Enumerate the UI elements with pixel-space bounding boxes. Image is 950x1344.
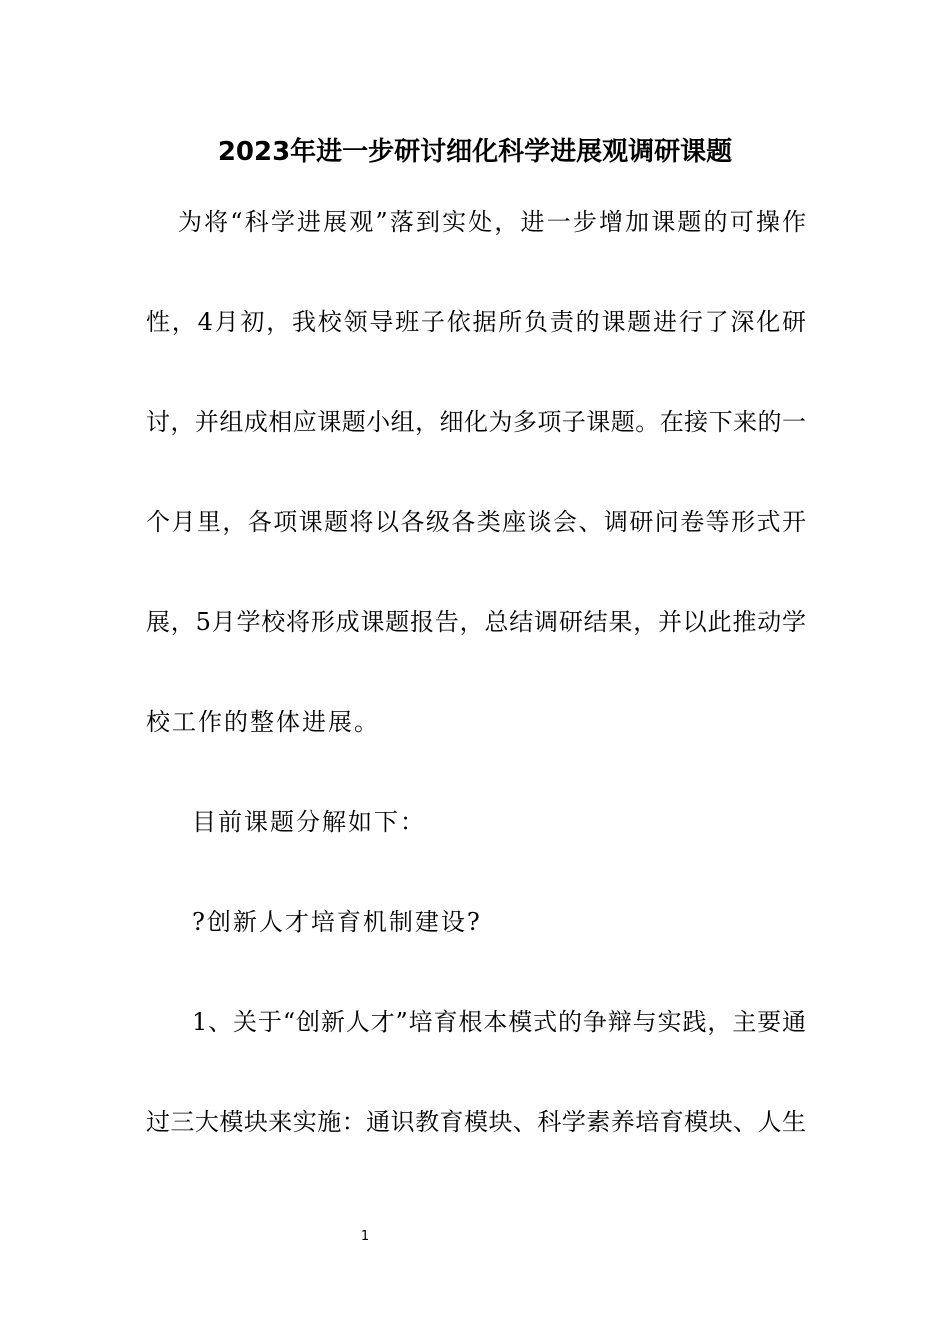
paragraph-1-line-1: 为将“科学进展观”落到实处，进一步增加课题的可操作: [178, 208, 806, 236]
paragraph-4-line-1: 1、关于“创新人才”培育根本模式的争辩与实践，主要通: [192, 1008, 806, 1036]
paragraph-1-line-4: 个月里，各项课题将以各级各类座谈会、调研问卷等形式开: [146, 508, 806, 536]
paragraph-1-line-3: 讨，并组成相应课题小组，细化为多项子课题。在接下来的一: [146, 408, 806, 436]
paragraph-1-line-6: 校工作的整体进展。: [146, 708, 380, 736]
paragraph-4-line-2: 过三大模块来实施：通识教育模块、科学素养培育模块、人生: [146, 1108, 806, 1136]
paragraph-1-line-5: 展，5月学校将形成课题报告，总结调研结果，并以此推动学: [146, 608, 806, 636]
paragraph-3: ?创新人才培育机制建设?: [192, 908, 482, 936]
document-title: 2023年进一步研讨细化科学进展观调研课题: [217, 137, 733, 167]
paragraph-2: 目前课题分解如下：: [192, 808, 426, 836]
page-number: 1: [360, 1229, 370, 1244]
paragraph-1-line-2: 性，4月初，我校领导班子依据所负责的课题进行了深化研: [146, 308, 806, 336]
